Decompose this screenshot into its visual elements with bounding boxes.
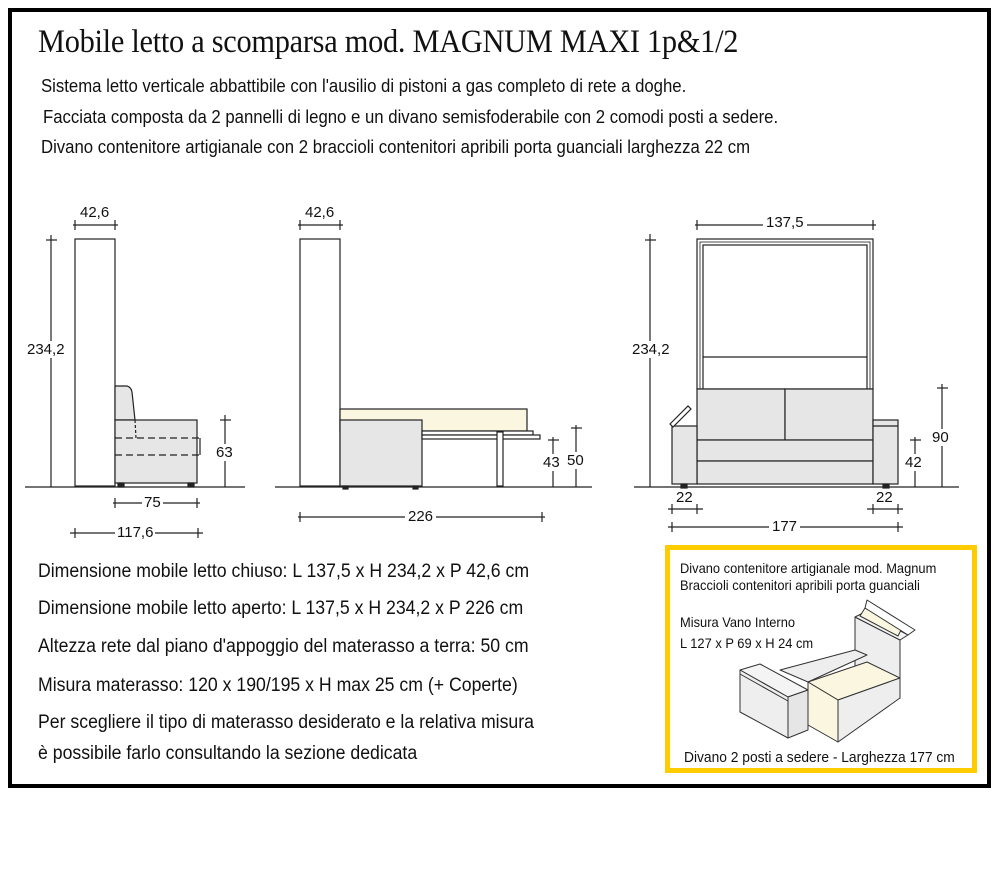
- info-line-1: Divano contenitore artigianale mod. Magnum: [680, 560, 937, 576]
- dim-front-total-width: 177: [769, 518, 800, 535]
- dim-closed-sofa-depth: 75: [144, 494, 161, 511]
- dim-front-seat-height: 42: [905, 454, 922, 471]
- description-line-2: Facciata composta da 2 pannelli di legno e un divano semisfoderabile con 2 comodi posti a sedere.: [43, 107, 779, 127]
- dim-front-height: 234,2: [632, 341, 670, 358]
- info-line-2: Braccioli contenitori apribili porta guanciali: [680, 577, 920, 593]
- front-view: [634, 220, 959, 532]
- spec-mattress-note-1: Per scegliere il tipo di materasso desiderato e la relativa misura: [38, 712, 534, 733]
- dim-closed-cabinet-depth: 42,6: [80, 204, 110, 221]
- dim-open-cabinet-depth: 42,6: [305, 204, 335, 221]
- dim-closed-total-depth: 117,6: [117, 524, 154, 541]
- info-line-4: L 127 x P 69 x H 24 cm: [680, 635, 814, 651]
- dim-open-total-depth: 226: [405, 508, 436, 525]
- sofa-info-box: [665, 545, 977, 773]
- dim-open-mattress-height: 50: [567, 452, 584, 469]
- description-line-3: Divano contenitore artigianale con 2 braccioli contenitori apribili porta guanciali larghezza 22 cm: [41, 137, 751, 157]
- dim-front-sofa-height: 90: [932, 429, 949, 446]
- side-open-view: [275, 220, 592, 522]
- info-line-3: Misura Vano Interno: [680, 614, 796, 630]
- description-line-1: Sistema letto verticale abbattibile con l'ausilio di pistoni a gas completo di rete a doghe.: [41, 76, 687, 96]
- dim-closed-height: 234,2: [27, 341, 65, 358]
- side-closed-view: [25, 220, 245, 538]
- dim-closed-sofa-height: 63: [216, 444, 233, 461]
- dim-front-arm-right: 22: [876, 489, 893, 506]
- info-bottom-caption: Divano 2 posti a sedere - Larghezza 177 cm: [684, 749, 955, 766]
- spec-mattress-note-2: è possibile farlo consultando la sezione dedicata: [38, 743, 418, 764]
- spec-open-dimensions: Dimensione mobile letto aperto: L 137,5 x H 234,2 x P 226 cm: [38, 598, 524, 619]
- dim-front-arm-left: 22: [676, 489, 693, 506]
- spec-mattress-size: Misura materasso: 120 x 190/195 x H max 25 cm (+ Coperte): [38, 675, 518, 696]
- page-title: Mobile letto a scomparsa mod. MAGNUM MAXI 1p&1/2: [38, 24, 739, 60]
- isometric-sofa-illustration: [670, 550, 972, 768]
- spec-frame-height: Altezza rete dal piano d'appoggio del materasso a terra: 50 cm: [38, 636, 529, 657]
- dim-open-frame-height: 43: [543, 454, 560, 471]
- dim-front-width: 137,5: [763, 214, 807, 231]
- spec-closed-dimensions: Dimensione mobile letto chiuso: L 137,5 x H 234,2 x P 42,6 cm: [38, 561, 530, 582]
